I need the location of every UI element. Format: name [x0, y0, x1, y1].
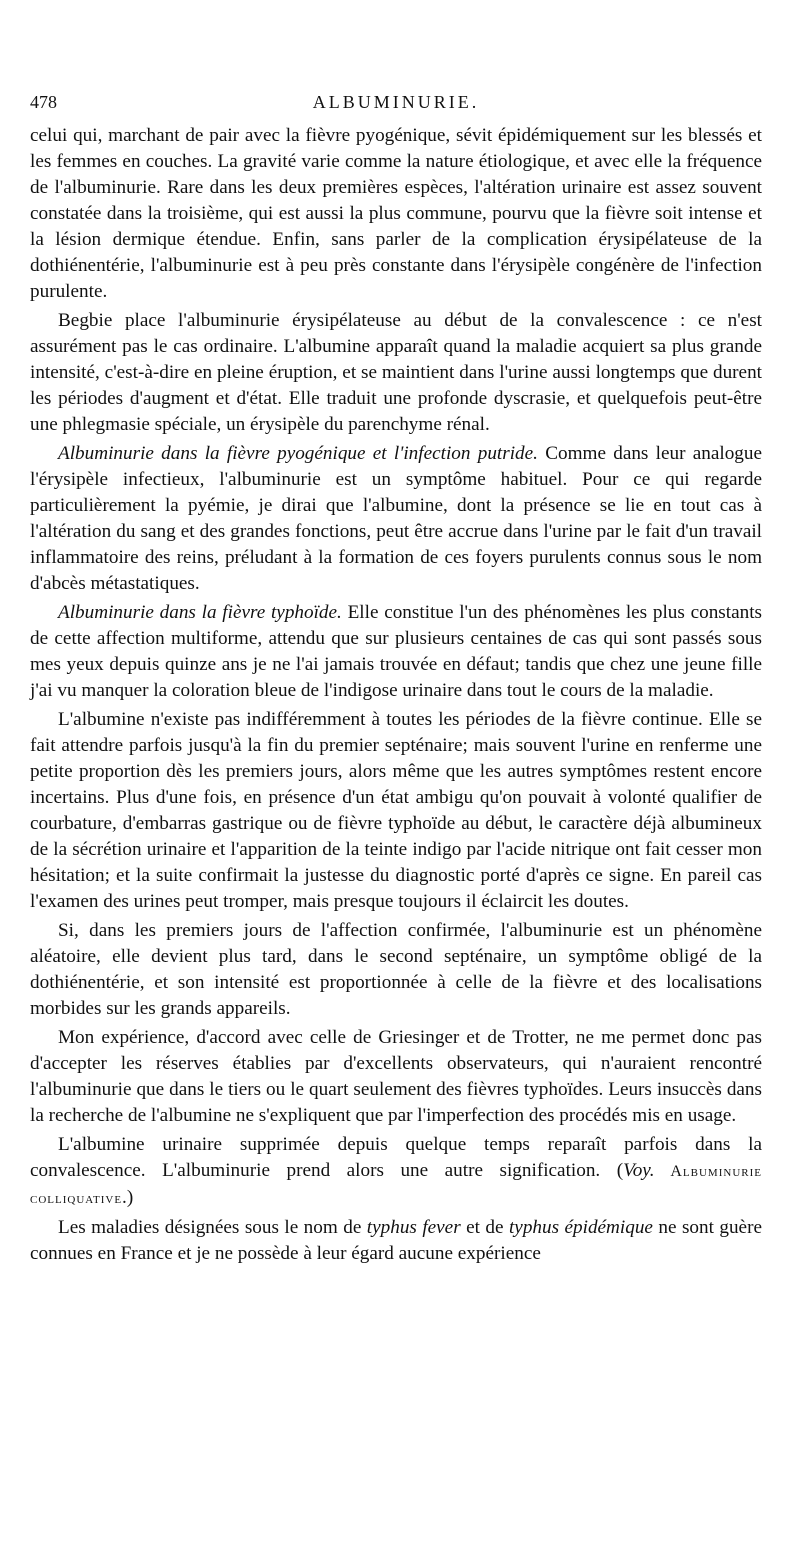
running-title: ALBUMINURIE. — [312, 92, 480, 112]
paragraph: Si, dans les premiers jours de l'affection confirmée, l'albuminurie est un phénomène aléatoire, elle devient plus tard, dans le second septénaire, un symptôme obligé de la dothiénentérie, et son intensité est proportionnée à celle de la fièvre et des localisations morbides sur les grands appareils. — [30, 920, 762, 1019]
page-number: 478 — [30, 92, 57, 112]
page-header — [30, 92, 762, 118]
paragraph: Albuminurie dans la fièvre typhoïde. Elle constitue l'un des phénomènes les plus constants de cette affection multiforme, attendu que sur plusieurs centaines de cas qui sont passés sous mes yeux depuis quinze ans je ne l'ai jamais trouvée en défaut; tandis que chez une jeune fille j'ai vu manquer la coloration bleue de l'indigose urinaire dans tout le cours de la maladie. — [30, 602, 762, 701]
paragraph: Begbie place l'albuminurie érysipélateuse au début de la convalescence : ce n'est assurément pas le cas ordinaire. L'albumine apparaît quand la maladie acquiert sa plus grande intensité, c'est-à-dire en pleine éruption, et se maintient dans l'urine aussi longtemps que durent les périodes d'augment et d'état. Elle traduit une profonde dyscrasie, et quelquefois peut-être une phlegmasie spéciale, un érysipèle du parenchyme rénal. — [30, 310, 762, 435]
paragraph: L'albumine urinaire supprimée depuis quelque temps reparaît parfois dans la convalescence. L'albuminurie prend alors une autre signification. (Voy. Albuminurie colliquative.) — [30, 1134, 762, 1208]
section-heading: Albuminurie dans la fièvre pyogénique et l'infection putride. — [58, 443, 538, 464]
cross-reference-title: Albuminurie colliquative — [30, 1163, 762, 1207]
paragraph: Mon expérience, d'accord avec celle de Griesinger et de Trotter, ne me permet donc pas d'accepter les réserves établies par d'excellents observateurs, qui n'auraient rencontré l'albuminurie que dans le tiers ou le quart seulement des fièvres typhoïdes. Leurs insuccès dans la recherche de l'albumine ne s'expliquent que par l'imperfection des procédés mis en usage. — [30, 1027, 762, 1126]
paragraph: Albuminurie dans la fièvre pyogénique et l'infection putride. Comme dans leur analogue l'érysipèle infectieux, l'albuminurie est un symptôme habituel. Pour ce qui regarde particulièrement la pyémie, je dirai que l'albumine, dont la présence se lie en tout cas à l'altération du sang et des grandes fonctions, peut être accrue dans l'urine par le fait d'un travail inflammatoire des reins, préludant à la formation de ces foyers purulents connus sous le nom d'abcès métastatiques. — [30, 443, 762, 594]
paragraph: Les maladies désignées sous le nom de typhus fever et de typhus épidémique ne sont guère connues en France et je ne possède à leur égard aucune expérience — [30, 1217, 762, 1264]
section-heading: Albuminurie dans la fièvre typhoïde. — [58, 602, 342, 623]
paragraph: L'albumine n'existe pas indifféremment à toutes les périodes de la fièvre continue. Elle se fait attendre parfois jusqu'à la fin du premier septénaire; mais souvent l'urine en renferme une petite proportion dès les premiers jours, alors même que les autres symptômes restent encore incertains. Plus d'une fois, en présence d'un état ambigu qu'on pouvait à volonté qualifier de courbature, d'embarras gastrique ou de fièvre typhoïde au début, le caractère déjà albumineux de la sécrétion urinaire et l'apparition de la teinte indigo par l'acide nitrique ont fait cesser mon hésitation; et la suite confirmait la justesse du diagnostic porté d'après ce signe. En pareil cas l'examen des urines peut tromper, mais presque toujours il éclaircit les doutes. — [30, 709, 762, 912]
cross-reference: Voy. — [623, 1160, 655, 1181]
body-text — [30, 123, 762, 1270]
paragraph: celui qui, marchant de pair avec la fièvre pyogénique, sévit épidémiquement sur les blessés et les femmes en couches. La gravité varie comme la nature étiologique, et avec elle la fréquence de l'albuminurie. Rare dans les deux premières espèces, l'altération urinaire est assez souvent constatée dans la troisième, qui est aussi la plus commune, pourvu que la fièvre soit intense et la lésion dermique étendue. Enfin, sans parler de la complication érysipélateuse de la dothiénentérie, l'albuminurie est à peu près constante dans l'érysipèle congénère de l'infection purulente. — [30, 125, 762, 302]
